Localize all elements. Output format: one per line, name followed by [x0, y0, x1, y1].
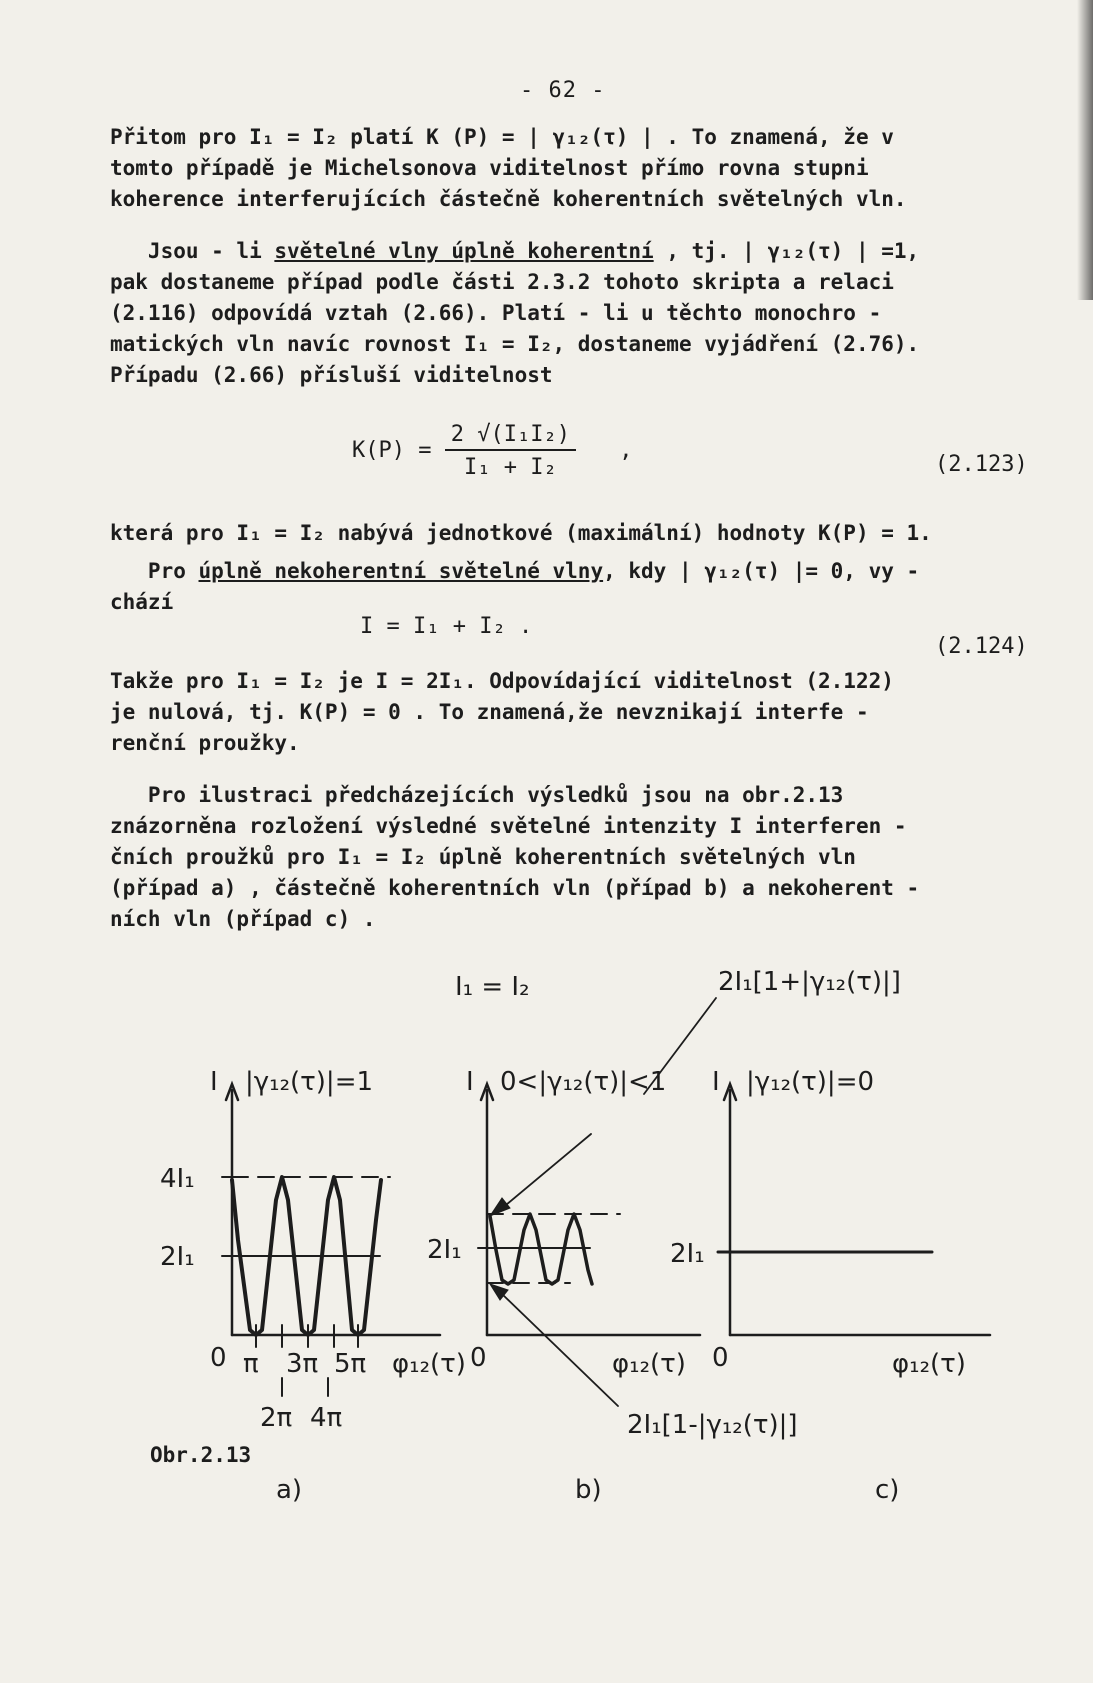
panel-a-axis-y-label: I — [210, 1067, 218, 1097]
text-line: chází — [110, 590, 174, 614]
panel-c-axes — [730, 1090, 990, 1335]
text-line: renční proužky. — [110, 731, 300, 755]
text-line: Přitom pro I₁ = I₂ platí K (P) = | γ₁₂(τ) | . To znamená, že v — [110, 125, 894, 149]
panel-a-x-tick-1: π — [243, 1349, 259, 1379]
text-line: (2.116) odpovídá vztah (2.66). Platí - li u těchto monochro - — [110, 301, 882, 325]
text-line: ních vln (případ c) . — [110, 907, 376, 931]
text-line: Pro ilustraci předcházejících výsledků jsou na obr.2.13 — [110, 783, 844, 807]
pointer-max-arrowhead — [490, 1198, 510, 1216]
panel-b-axis-y-label: I — [466, 1067, 474, 1097]
paragraph-3 — [110, 518, 1055, 549]
text-fragment: , tj. | γ₁₂(τ) | =1, — [653, 239, 920, 263]
pointer-max-line — [500, 1134, 591, 1210]
equation-number-2-124: (2.124) — [935, 634, 1028, 659]
fraction-denominator: I₁ + I₂ — [463, 455, 557, 480]
underlined-phrase: úplně nekoherentní světelné vlny — [198, 559, 604, 583]
text-line: Případu (2.66) přísluší viditelnost — [110, 363, 553, 387]
text-fragment: Pro — [110, 559, 199, 583]
paragraph-1 — [110, 122, 1055, 215]
page-number: - 62 - — [520, 78, 606, 103]
label-min: 2I₁[1-|γ₁₂(τ)|] — [627, 1410, 798, 1440]
paragraph-6 — [110, 780, 1055, 935]
text-fragment: Jsou - li — [110, 239, 275, 263]
text-line: koherence interferujících částečně koherentních světelných vln. — [110, 187, 907, 211]
text-line: (případ a) , částečně koherentních vln (případ b) a nekoherent - — [110, 876, 920, 900]
paragraph-5 — [110, 666, 1055, 759]
text-line: která pro I₁ = I₂ nabývá jednotkové (maximální) hodnoty K(P) = 1. — [110, 521, 932, 545]
panel-c-axis-x-label: φ₁₂(τ) — [892, 1349, 966, 1379]
text-line: je nulová, tj. K(P) = 0 . To znamená,že nevznikají interfe - — [110, 700, 869, 724]
text-fragment: , kdy | γ₁₂(τ) |= 0, vy - — [603, 559, 920, 583]
equation-number-2-123: (2.123) — [935, 452, 1028, 477]
panel-a-arrow-icon — [226, 1084, 238, 1100]
panel-c-sublabel: c) — [875, 1475, 900, 1505]
panel-c-origin: 0 — [712, 1343, 729, 1373]
panel-b-arrow-icon — [481, 1084, 493, 1100]
scan-edge-shadow — [1077, 0, 1093, 300]
text-line: Takže pro I₁ = I₂ je I = 2I₁. Odpovídající viditelnost (2.122) — [110, 669, 894, 693]
top-condition-label: I₁ = I₂ — [455, 972, 530, 1002]
underlined-phrase: světelné vlny úplně koherentní — [274, 239, 654, 263]
panel-b-sublabel: b) — [575, 1475, 602, 1505]
paragraph-2 — [110, 236, 1055, 391]
pointer-min-line — [500, 1292, 618, 1406]
panel-a-axes — [232, 1090, 440, 1335]
panel-b-curve — [490, 1214, 592, 1284]
panel-a-tick-4i: 4I₁ — [160, 1164, 195, 1194]
panel-c-arrow-icon — [724, 1084, 736, 1100]
fraction-numerator: 2 √(I₁I₂) — [445, 422, 576, 451]
text-line: čních proužků pro I₁ = I₂ úplně koherentních světelných vln — [110, 845, 856, 869]
panel-b-tick-2i: 2I₁ — [427, 1235, 462, 1265]
panel-b-condition: 0<|γ₁₂(τ)|<1 — [500, 1067, 667, 1097]
panel-a-origin: 0 — [210, 1343, 227, 1373]
panel-a-sublabel: a) — [276, 1475, 303, 1505]
panel-a-curve — [232, 1177, 381, 1335]
pointer-max-upper-line — [644, 998, 716, 1094]
equation-comma: , — [619, 438, 633, 463]
panel-a-x-ticks — [256, 1325, 358, 1396]
equation-fraction — [445, 422, 576, 480]
equation-lhs: K(P) = — [352, 438, 432, 463]
panel-a-x-tick-4pi: 4π — [310, 1403, 343, 1433]
label-max: 2I₁[1+|γ₁₂(τ)|] — [718, 967, 901, 997]
pointer-min-arrowhead — [490, 1284, 508, 1300]
panel-b-axes — [487, 1090, 700, 1335]
panel-c-axis-y-label: I — [712, 1067, 720, 1097]
panel-a-tick-2i: 2I₁ — [160, 1242, 195, 1272]
panel-a-x-tick-5: 5π — [334, 1349, 367, 1379]
text-line: tomto případě je Michelsonova viditelnost přímo rovna stupni — [110, 156, 869, 180]
equation-2-123 — [352, 422, 632, 480]
panel-c-condition: |γ₁₂(τ)|=0 — [746, 1067, 875, 1097]
panel-a-x-tick-3: 3π — [286, 1349, 319, 1379]
panel-c-tick-2i: 2I₁ — [670, 1239, 705, 1269]
text-line: matických vln navíc rovnost I₁ = I₂, dostaneme vyjádření (2.76). — [110, 332, 920, 356]
panel-b-origin: 0 — [470, 1343, 487, 1373]
text-line: znázorněna rozložení výsledné světelné intenzity I interferen - — [110, 814, 907, 838]
panel-a-condition: |γ₁₂(τ)|=1 — [245, 1067, 374, 1097]
text-line: pak dostaneme případ podle části 2.3.2 tohoto skripta a relaci — [110, 270, 894, 294]
panel-a-x-tick-2pi: 2π — [260, 1403, 293, 1433]
panel-b-axis-x-label: φ₁₂(τ) — [612, 1349, 686, 1379]
paragraph-4 — [110, 556, 1055, 618]
equation-2-124: I = I₁ + I₂ . — [360, 614, 533, 639]
figure-caption: Obr.2.13 — [150, 1443, 252, 1467]
panel-a-axis-x-label: φ₁₂(τ) — [392, 1349, 466, 1379]
